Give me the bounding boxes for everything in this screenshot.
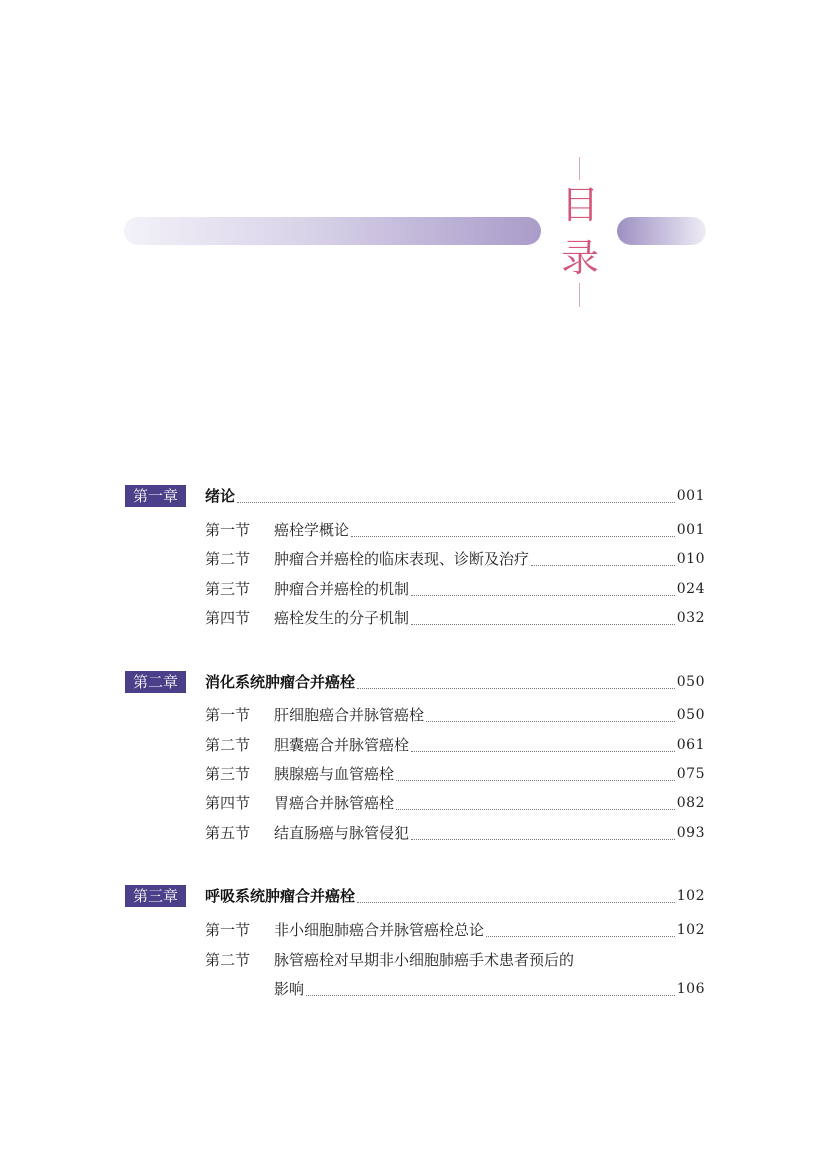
toc-chapter-1[interactable] — [0, 484, 831, 508]
toc-chapter-2[interactable] — [0, 670, 831, 694]
section-title-line-1: 脉管癌栓对早期非小细胞肺癌手术患者预后的 — [274, 951, 575, 969]
section-label: 第五节 — [205, 824, 251, 842]
section-title: 胰腺癌与血管癌栓 — [274, 765, 395, 783]
section-entry[interactable] — [274, 821, 705, 845]
section-label: 第一节 — [205, 921, 251, 939]
toc-section[interactable] — [0, 606, 831, 630]
toc-section[interactable] — [0, 762, 831, 786]
section-label: 第二节 — [205, 736, 251, 754]
title-bar-right-decoration — [617, 217, 706, 245]
dot-leader — [411, 595, 675, 596]
section-label: 第二节 — [205, 951, 251, 969]
section-entry[interactable] — [274, 791, 705, 815]
page-number: 102 — [676, 922, 705, 938]
section-entry[interactable] — [274, 606, 705, 630]
section-title: 结直肠癌与脉管侵犯 — [274, 824, 410, 842]
chapter-entry[interactable] — [205, 884, 705, 908]
section-entry[interactable] — [274, 518, 705, 542]
section-entry[interactable] — [274, 733, 705, 757]
section-entry[interactable] — [274, 547, 705, 571]
page-title-char-1: 目 — [560, 183, 599, 227]
page-number: 010 — [676, 551, 705, 567]
section-title: 非小细胞肺癌合并脉管癌栓总论 — [274, 921, 485, 939]
dot-leader — [411, 751, 675, 752]
section-label: 第四节 — [205, 794, 251, 812]
toc-section[interactable] — [0, 791, 831, 815]
page-number: 050 — [676, 674, 705, 690]
dot-leader — [411, 624, 675, 625]
dot-leader — [357, 902, 675, 903]
dot-leader — [411, 839, 675, 840]
page-title-char-2: 录 — [560, 236, 599, 280]
dot-leader — [357, 688, 675, 689]
chapter-entry[interactable] — [205, 484, 705, 508]
chapter-title: 消化系统肿瘤合并癌栓 — [205, 673, 356, 691]
toc-section[interactable] — [0, 703, 831, 727]
section-label: 第一节 — [205, 706, 251, 724]
dot-leader — [531, 565, 675, 566]
section-entry[interactable] — [274, 577, 705, 601]
dot-leader — [486, 936, 675, 937]
title-divider-bottom — [579, 283, 580, 307]
chapter-badge: 第一章 — [125, 485, 186, 507]
page-number: 082 — [676, 795, 705, 811]
page-number: 061 — [676, 737, 705, 753]
page-number: 032 — [676, 610, 705, 626]
section-title: 胃癌合并脉管癌栓 — [274, 794, 395, 812]
section-label: 第一节 — [205, 521, 251, 539]
title-bar-left-decoration — [124, 217, 541, 245]
section-label: 第三节 — [205, 580, 251, 598]
section-title: 癌栓学概论 — [274, 521, 350, 539]
section-entry[interactable] — [274, 762, 705, 786]
toc-section[interactable] — [0, 918, 831, 942]
toc-section-continuation[interactable] — [0, 977, 831, 1001]
section-title: 癌栓发生的分子机制 — [274, 609, 410, 627]
section-entry[interactable] — [274, 977, 705, 1001]
dot-leader — [237, 502, 675, 503]
page-number: 075 — [676, 766, 705, 782]
section-label: 第三节 — [205, 765, 251, 783]
dot-leader — [396, 780, 675, 781]
chapter-title: 绪论 — [205, 487, 236, 505]
toc-section[interactable] — [0, 821, 831, 845]
dot-leader — [396, 809, 675, 810]
section-label: 第四节 — [205, 609, 251, 627]
toc-chapter-3[interactable] — [0, 884, 831, 908]
section-title-line-2: 影响 — [274, 980, 305, 998]
toc-section[interactable] — [0, 518, 831, 542]
page-number: 050 — [676, 707, 705, 723]
chapter-badge: 第二章 — [125, 671, 186, 693]
page-number: 102 — [676, 888, 705, 904]
chapter-entry[interactable] — [205, 670, 705, 694]
chapter-badge: 第三章 — [125, 885, 186, 907]
dot-leader — [306, 995, 675, 996]
toc-section[interactable] — [0, 733, 831, 757]
page-number: 093 — [676, 825, 705, 841]
chapter-title: 呼吸系统肿瘤合并癌栓 — [205, 887, 356, 905]
section-entry[interactable] — [274, 703, 705, 727]
page-number: 001 — [676, 522, 705, 538]
page-number: 106 — [676, 981, 705, 997]
toc-section[interactable] — [0, 547, 831, 571]
section-label: 第二节 — [205, 550, 251, 568]
toc-section[interactable] — [0, 948, 831, 972]
section-title: 胆囊癌合并脉管癌栓 — [274, 736, 410, 754]
page-number: 024 — [676, 581, 705, 597]
section-title: 肿瘤合并癌栓的临床表现、诊断及治疗 — [274, 550, 530, 568]
dot-leader — [351, 536, 675, 537]
section-title: 肿瘤合并癌栓的机制 — [274, 580, 410, 598]
section-entry[interactable] — [274, 918, 705, 942]
dot-leader — [426, 721, 675, 722]
page-number: 001 — [676, 488, 705, 504]
title-divider-top — [579, 157, 580, 180]
section-title: 肝细胞癌合并脉管癌栓 — [274, 706, 425, 724]
toc-section[interactable] — [0, 577, 831, 601]
